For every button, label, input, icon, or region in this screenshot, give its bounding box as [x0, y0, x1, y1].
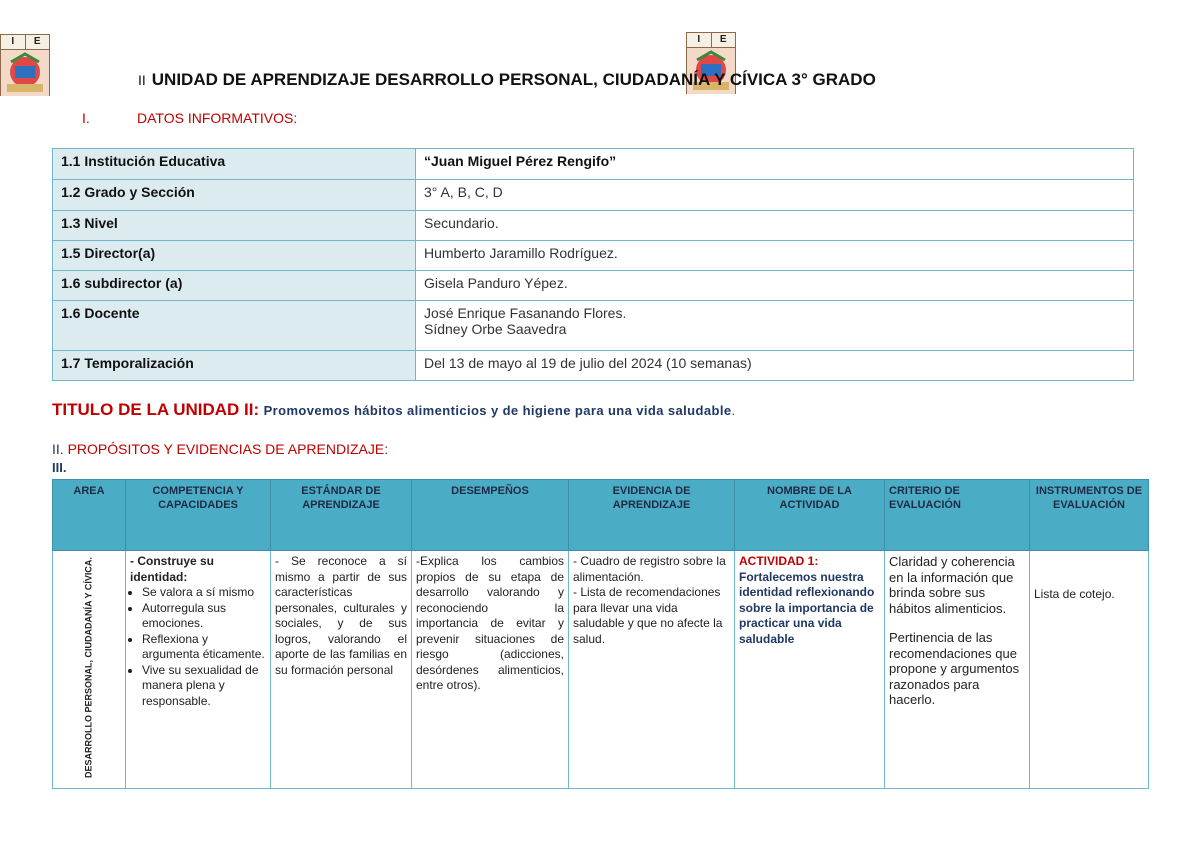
title-text: UNIDAD DE APRENDIZAJE DESARROLLO PERSONAL, CIUDADANÍA Y CÍVICA 3° GRADO: [151, 70, 876, 89]
evidencia-item: - Lista de recomendaciones para llevar una vida saludable y que no afecte la salud.: [573, 585, 723, 646]
actividad-label: ACTIVIDAD 1:: [739, 554, 819, 568]
header-area: AREA: [53, 480, 126, 551]
section-three-number: III.: [52, 460, 67, 475]
logo-letter-e: E: [719, 34, 727, 45]
capacidad-item: • Se valora a sí mismo: [142, 585, 266, 601]
logo-letter-i: I: [1, 35, 26, 49]
info-row: [53, 271, 1134, 301]
section-label: DATOS INFORMATIVOS:: [137, 110, 298, 126]
desempenos-cell: -Explica los cambios propios de su etapa de desarrollo valorando y reconociendo la importancia de evitar y prevenir situaciones de riesgo (adicciones, desórdenes alimenticios, entre otros).: [412, 551, 569, 789]
section-label: PROPÓSITOS Y EVIDENCIAS DE APRENDIZAJE:: [67, 441, 389, 457]
unit-title-end: .: [731, 403, 736, 418]
school-logo-left: [0, 34, 50, 96]
title-number: II: [138, 72, 146, 88]
section-number: I.: [82, 110, 90, 126]
info-key: 1.6 Docente: [53, 301, 416, 351]
instrumento-cell: [1030, 551, 1149, 789]
header-competencia: COMPETENCIA Y CAPACIDADES: [126, 480, 271, 551]
estandar-cell: - Se reconoce a sí mismo a partir de sus características personales, culturales y sociales, y de sus logros, valorando el aporte de las familias en su formación personal: [271, 551, 412, 789]
info-table: [52, 148, 1134, 381]
actividad-cell: [735, 551, 885, 789]
header-estandar: ESTÁNDAR DE APRENDIZAJE: [271, 480, 412, 551]
unit-title-text: Promovemos hábitos alimenticios y de higiene para una vida saludable: [263, 403, 732, 418]
info-key: 1.1 Institución Educativa: [53, 149, 416, 180]
learning-plan-table: [52, 479, 1149, 789]
info-value: Del 13 de mayo al 19 de julio del 2024 (10 semanas): [416, 351, 1134, 381]
competencia-cell: [126, 551, 271, 789]
area-cell: [53, 551, 126, 789]
info-value: Gisela Panduro Yépez.: [416, 271, 1134, 301]
plan-row: [53, 551, 1149, 789]
header-actividad: NOMBRE DE LA ACTIVIDAD: [735, 480, 885, 551]
info-key: 1.7 Temporalización: [53, 351, 416, 381]
info-value: “Juan Miguel Pérez Rengifo”: [416, 149, 1134, 180]
logo-letter-i: I: [687, 33, 712, 47]
info-key: 1.5 Director(a): [53, 241, 416, 271]
capacidad-item: • Reflexiona y argumenta éticamente.: [142, 632, 266, 663]
page-title: [138, 70, 876, 90]
section-propositos: [52, 441, 388, 457]
capacidades-list: [130, 585, 266, 709]
header-desempenos: DESEMPEÑOS: [412, 480, 569, 551]
info-value: 3° A, B, C, D: [416, 180, 1134, 211]
evidencia-item: - Cuadro de registro sobre la alimentación.: [573, 554, 726, 584]
capacidad-item: • Autorregula sus emociones.: [142, 601, 266, 632]
criterio-item: Claridad y coherencia en la información que brinda sobre sus hábitos alimenticios.: [889, 554, 1015, 616]
info-row: [53, 351, 1134, 381]
unit-title-label: TITULO DE LA UNIDAD II:: [52, 400, 260, 419]
actividad-text: Fortalecemos nuestra identidad reflexionando sobre la importancia de practicar una vida saludable: [739, 569, 875, 646]
plan-header-row: [53, 480, 1149, 551]
info-value: [416, 301, 1134, 351]
info-row: [53, 149, 1134, 180]
info-row: [53, 211, 1134, 241]
info-value: Secundario.: [416, 211, 1134, 241]
section-datos-informativos: [82, 110, 297, 126]
header-criterio: CRITERIO DE EVALUACIÓN: [885, 480, 1030, 551]
section-number: II.: [52, 441, 64, 457]
competencia-title: - Construye su identidad:: [130, 554, 215, 584]
criterio-item: Pertinencia de las recomendaciones que propone y argumentos razonados para hacerlo.: [889, 630, 1020, 707]
header-evidencia: EVIDENCIA DE APRENDIZAJE: [569, 480, 735, 551]
docente-2: Sídney Orbe Saavedra: [424, 321, 567, 337]
logo-letter-e: E: [33, 36, 41, 47]
info-row: [53, 301, 1134, 351]
capacidad-item: • Vive su sexualidad de manera plena y responsable.: [142, 663, 266, 710]
info-value: Humberto Jaramillo Rodríguez.: [416, 241, 1134, 271]
info-row: [53, 180, 1134, 211]
info-key: 1.3 Nivel: [53, 211, 416, 241]
info-row: [53, 241, 1134, 271]
info-key: 1.2 Grado y Sección: [53, 180, 416, 211]
evidencia-cell: [569, 551, 735, 789]
instrumento-text: Lista de cotejo.: [1034, 587, 1115, 601]
unit-title: [52, 400, 735, 420]
criterio-cell: [885, 551, 1030, 789]
area-label: DESARROLLO PERSONAL, CIUDADANÍA Y CÍVICA.: [83, 557, 94, 778]
docente-1: José Enrique Fasanando Flores.: [424, 305, 627, 321]
info-key: 1.6 subdirector (a): [53, 271, 416, 301]
header-instrumentos: INSTRUMENTOS DE EVALUACIÓN: [1030, 480, 1149, 551]
